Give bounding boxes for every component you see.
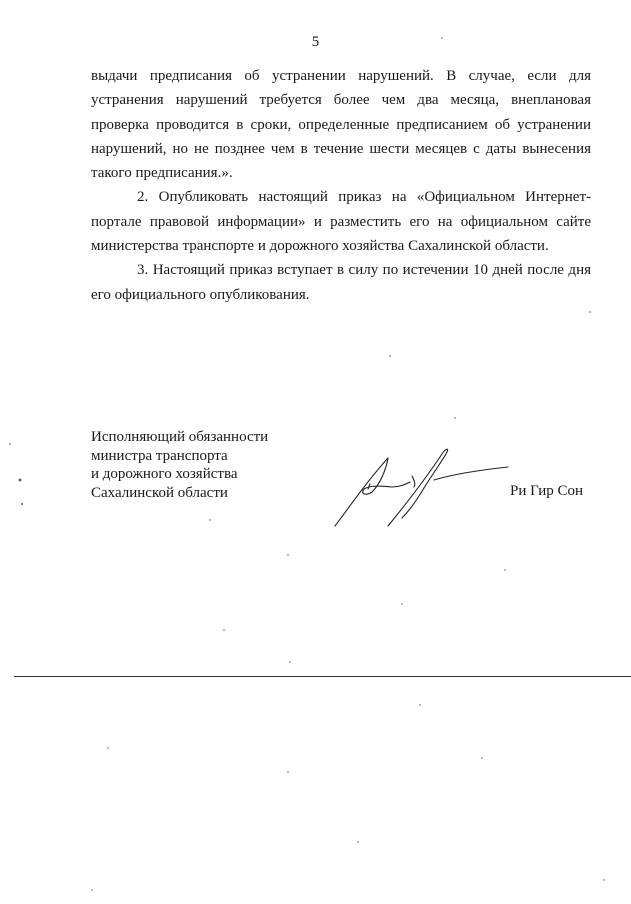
paragraph-continuation: выдачи предписания об устранении нарушений. В случае, если для устранения нарушений требуется более чем два месяца, внеплановая проверка проводится в сроки, определенные предписанием об устранении нарушений, но не позднее чем в течение шести месяцев с даты вынесения такого предписания.». (91, 68, 591, 182)
signatory-position-line: и дорожного хозяйства (91, 466, 238, 482)
paragraph-effective-date: 3. Настоящий приказ вступает в силу по истечении 10 дней после дня его официального опубликования. (91, 262, 591, 303)
paragraph-publication: 2. Опубликовать настоящий приказ на «Официальном Интернет-портале правовой информации» и разместить его на официальном сайте министерства транспорте и дорожного хозяйства Сахалинской области. (91, 189, 591, 255)
signer-name: Ри Гир Сон (510, 483, 584, 499)
page-number: 5 (311, 34, 320, 50)
signatory-position-line: Сахалинской области (91, 484, 228, 501)
signatory-position-line: министра транспорта (91, 447, 228, 464)
signatory-position-line: Исполняющий обязанности (91, 429, 269, 445)
